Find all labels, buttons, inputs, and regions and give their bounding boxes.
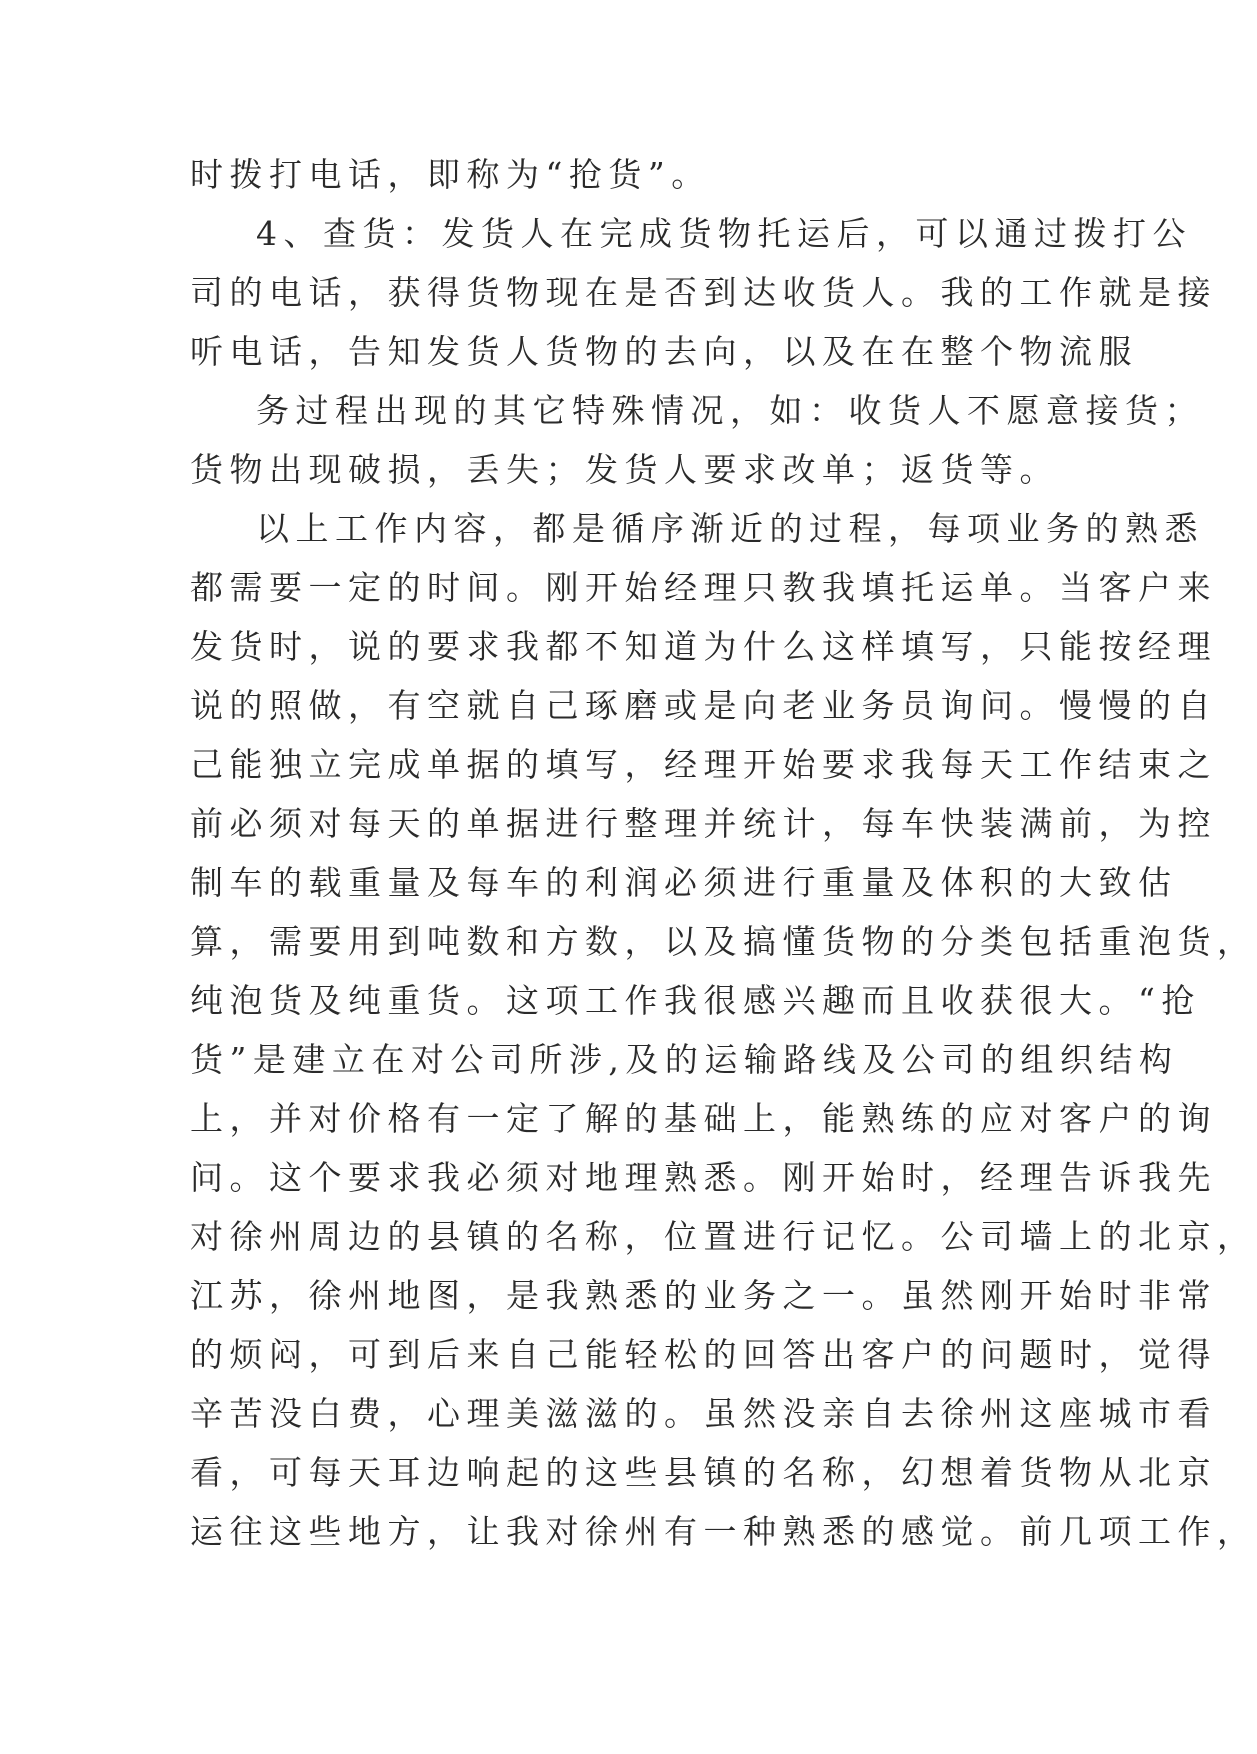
text-line: 纯泡货及纯重货。这项工作我很感兴趣而且收获很大。“抢 <box>190 981 1201 1020</box>
text-line: 辛苦没白费，心理美滋滋的。虽然没亲自去徐州这座城市看 <box>190 1394 1217 1433</box>
text-line: 4、查货：发货人在完成货物托运后，可以通过拨打公 <box>256 214 1192 253</box>
text-line: 都需要一定的时间。刚开始经理只教我填托运单。当客户来 <box>190 568 1217 607</box>
text-line: 的烦闷，可到后来自己能轻松的回答出客户的问题时，觉得 <box>190 1335 1217 1374</box>
text-line: 货”是建立在对公司所涉,及的运输路线及公司的组织结构 <box>190 1040 1179 1079</box>
text-line: 时拨打电话，即称为“抢货”。 <box>190 155 711 194</box>
text-line: 发货时，说的要求我都不知道为什么这样填写，只能按经理 <box>190 627 1217 666</box>
text-line: 上，并对价格有一定了解的基础上，能熟练的应对客户的询 <box>190 1099 1217 1138</box>
text-line: 以上工作内容，都是循序渐近的过程，每项业务的熟悉 <box>256 509 1204 548</box>
text-line: 看，可每天耳边响起的这些县镇的名称，幻想着货物从北京 <box>190 1453 1217 1492</box>
text-line: 己能独立完成单据的填写，经理开始要求我每天工作结束之 <box>190 745 1217 784</box>
text-line: 务过程出现的其它特殊情况，如：收货人不愿意接货； <box>256 391 1204 430</box>
text-line: 司的电话，获得货物现在是否到达收货人。我的工作就是接 <box>190 273 1217 312</box>
text-line: 前必须对每天的单据进行整理并统计，每车快装满前，为控 <box>190 804 1217 843</box>
text-line: 问。这个要求我必须对地理熟悉。刚开始时，经理告诉我先 <box>190 1158 1217 1197</box>
text-line: 江苏，徐州地图，是我熟悉的业务之一。虽然刚开始时非常 <box>190 1276 1217 1315</box>
text-line: 算，需要用到吨数和方数，以及搞懂货物的分类包括重泡货， <box>190 922 1257 961</box>
document-body <box>190 145 1257 1561</box>
text-line: 说的照做，有空就自己琢磨或是向老业务员询问。慢慢的自 <box>190 686 1217 725</box>
text-line: 听电话，告知发货人货物的去向，以及在在整个物流服 <box>190 332 1138 371</box>
text-line: 对徐州周边的县镇的名称，位置进行记忆。公司墙上的北京， <box>190 1217 1257 1256</box>
text-line: 制车的载重量及每车的利润必须进行重量及体积的大致估 <box>190 863 1178 902</box>
text-line: 货物出现破损，丢失；发货人要求改单；返货等。 <box>190 450 1059 489</box>
text-line: 运往这些地方，让我对徐州有一种熟悉的感觉。前几项工作， <box>190 1512 1257 1551</box>
